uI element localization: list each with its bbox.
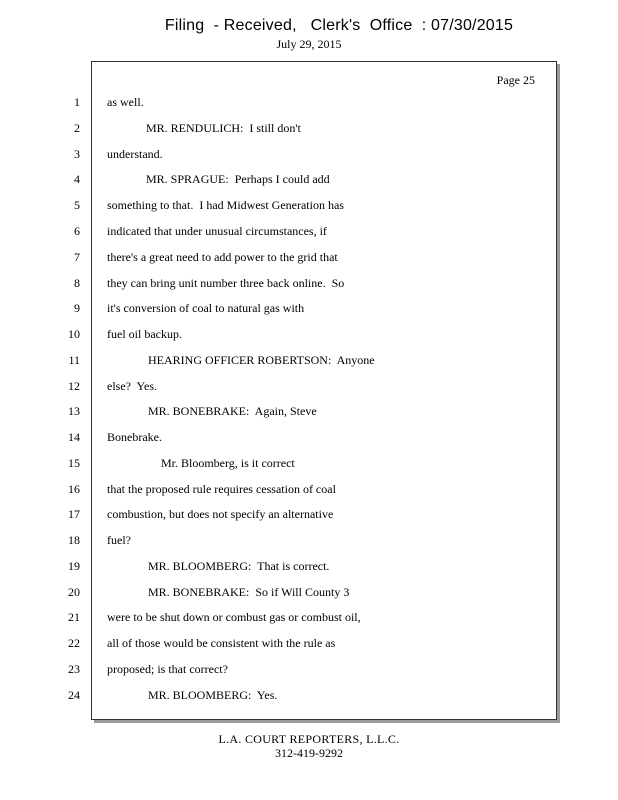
transcript-line: MR. BLOOMBERG: Yes.	[148, 688, 278, 702]
line-number: 23	[68, 662, 80, 676]
transcript-line: indicated that under unusual circumstances, if	[107, 224, 327, 238]
line-number: 21	[68, 610, 80, 624]
transcript-line: Bonebrake.	[107, 430, 162, 444]
transcript-line: as well.	[107, 95, 144, 109]
line-number: 6	[74, 224, 80, 238]
line-number: 24	[68, 688, 80, 702]
line-number: 2	[74, 121, 80, 135]
transcript-line: that the proposed rule requires cessation of coal	[107, 482, 336, 496]
filing-stamp: Filing - Received, Clerk's Office : 07/30/2015	[164, 17, 514, 34]
line-number: 9	[74, 301, 80, 315]
transcript-line: else? Yes.	[107, 379, 157, 393]
line-number: 15	[68, 456, 80, 470]
transcript-line: understand.	[107, 147, 163, 161]
line-number: 13	[68, 404, 80, 418]
line-number: 12	[68, 379, 80, 393]
transcript-line: MR. SPRAGUE: Perhaps I could add	[146, 172, 330, 186]
line-number: 3	[74, 147, 80, 161]
transcript-line: fuel oil backup.	[107, 327, 182, 341]
line-number: 1	[74, 95, 80, 109]
transcript-line: combustion, but does not specify an alternative	[107, 507, 334, 521]
transcript-line: MR. BONEBRAKE: So if Will County 3	[148, 585, 350, 599]
line-number: 4	[74, 172, 80, 186]
hearing-date: July 29, 2015	[276, 37, 342, 51]
court-reporter-phone: 312-419-9292	[275, 746, 343, 760]
line-number: 22	[68, 636, 80, 650]
transcript-line: it's conversion of coal to natural gas with	[107, 301, 305, 315]
transcript-line: they can bring unit number three back online. So	[107, 276, 345, 290]
line-number: 7	[74, 250, 80, 264]
line-number: 20	[68, 585, 80, 599]
transcript-line: something to that. I had Midwest Generation has	[107, 198, 344, 212]
transcript-line: MR. RENDULICH: I still don't	[146, 121, 301, 135]
line-number: 8	[74, 276, 80, 290]
page-number: Page 25	[496, 73, 535, 87]
line-number: 14	[68, 430, 80, 444]
court-reporter-name: L.A. COURT REPORTERS, L.L.C.	[218, 732, 400, 746]
transcript-line: HEARING OFFICER ROBERTSON: Anyone	[148, 353, 375, 367]
line-number: 18	[68, 533, 80, 547]
transcript-line: MR. BLOOMBERG: That is correct.	[148, 559, 330, 573]
transcript-line: were to be shut down or combust gas or combust oil,	[107, 610, 361, 624]
line-number: 17	[68, 507, 80, 521]
transcript-line: fuel?	[107, 533, 131, 547]
line-number: 10	[68, 327, 80, 341]
line-number: 16	[68, 482, 80, 496]
transcript-line: Mr. Bloomberg, is it correct	[161, 456, 295, 470]
line-number: 19	[68, 559, 80, 573]
line-number: 11	[68, 353, 80, 367]
transcript-line: all of those would be consistent with the rule as	[107, 636, 336, 650]
transcript-line: there's a great need to add power to the grid that	[107, 250, 338, 264]
line-number: 5	[74, 198, 80, 212]
transcript-line: proposed; is that correct?	[107, 662, 228, 676]
transcript-line: MR. BONEBRAKE: Again, Steve	[148, 404, 317, 418]
